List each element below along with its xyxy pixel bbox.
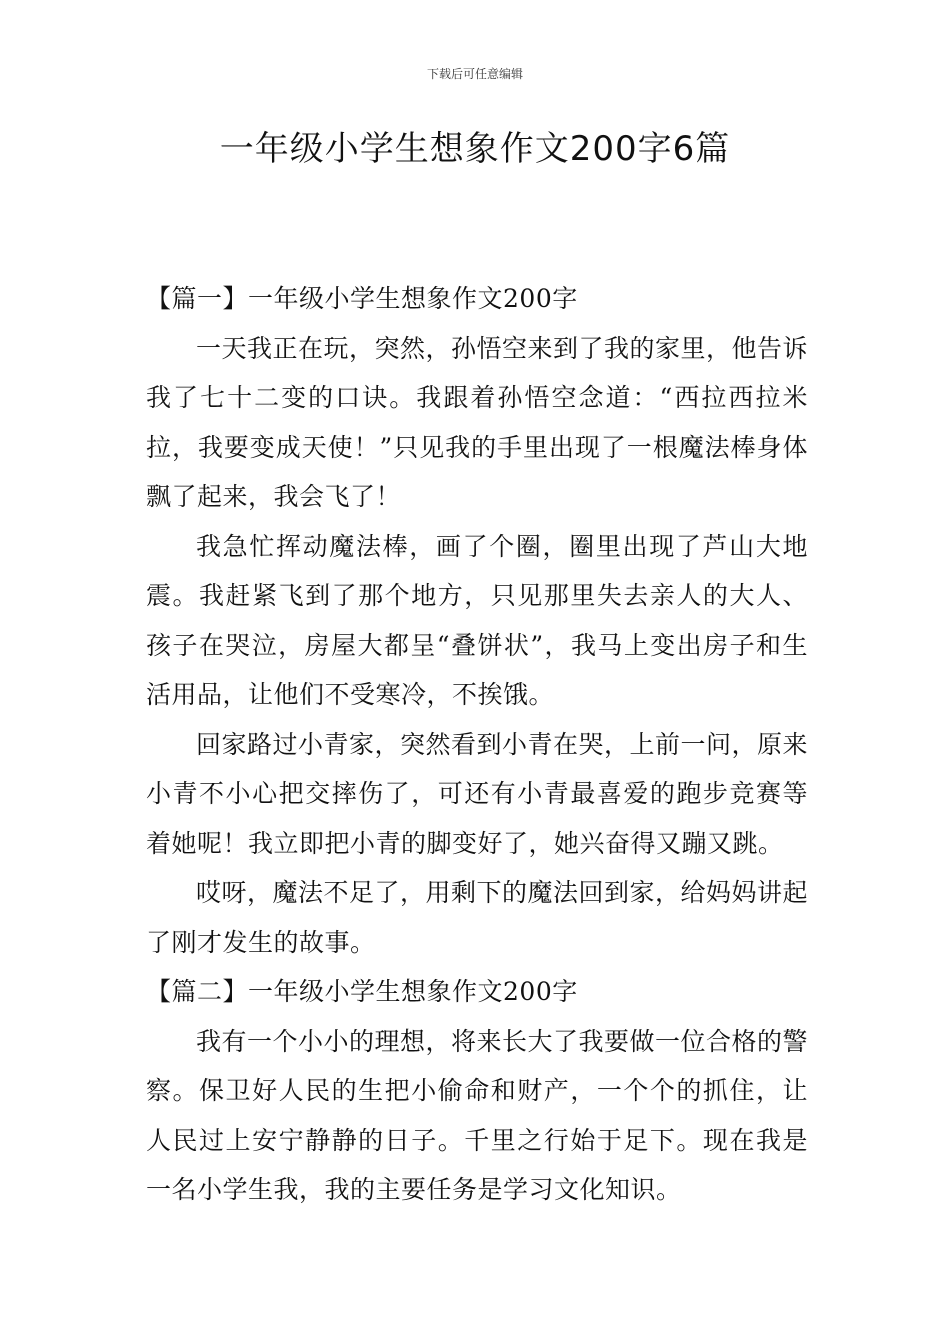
paragraph: 我有一个小小的理想，将来长大了我要做一位合格的警察。保卫好人民的生把小偷命和财产，一个个的抓住，让人民过上安宁静静的日子。千里之行始于足下。现在我是一名小学生我，我的主要任务是学习文化知识。 xyxy=(146,1026,809,1204)
paragraph: 一天我正在玩，突然，孙悟空来到了我的家里，他告诉我了七十二变的口诀。我跟着孙悟空念道：“西拉西拉米拉，我要变成天使！”只见我的手里出现了一根魔法棒身体飘了起来，我会飞了！ xyxy=(146,333,809,511)
section-heading: 【篇二】一年级小学生想象作文200字 xyxy=(146,977,578,1006)
document-body xyxy=(146,274,808,1215)
section-one xyxy=(146,274,808,967)
paragraph: 回家路过小青家，突然看到小青在哭，上前一问，原来小青不小心把交摔伤了，可还有小青最喜爱的跑步竞赛等着她呢！我立即把小青的脚变好了，她兴奋得又蹦又跳。 xyxy=(146,729,809,858)
document-title: 一年级小学生想象作文200字6篇 xyxy=(219,129,731,169)
section-two xyxy=(146,967,808,1215)
section-heading: 【篇一】一年级小学生想象作文200字 xyxy=(146,284,578,313)
header-note: 下载后可任意编辑 xyxy=(426,67,523,81)
paragraph: 我急忙挥动魔法棒，画了个圈，圈里出现了芦山大地震。我赶紧飞到了那个地方，只见那里失去亲人的大人、孩子在哭泣，房屋大都呈“叠饼状”，我马上变出房子和生活用品，让他们不受寒冷，不挨饿。 xyxy=(146,531,808,709)
paragraph: 哎呀，魔法不足了，用剩下的魔法回到家，给妈妈讲起了刚才发生的故事。 xyxy=(146,878,809,957)
